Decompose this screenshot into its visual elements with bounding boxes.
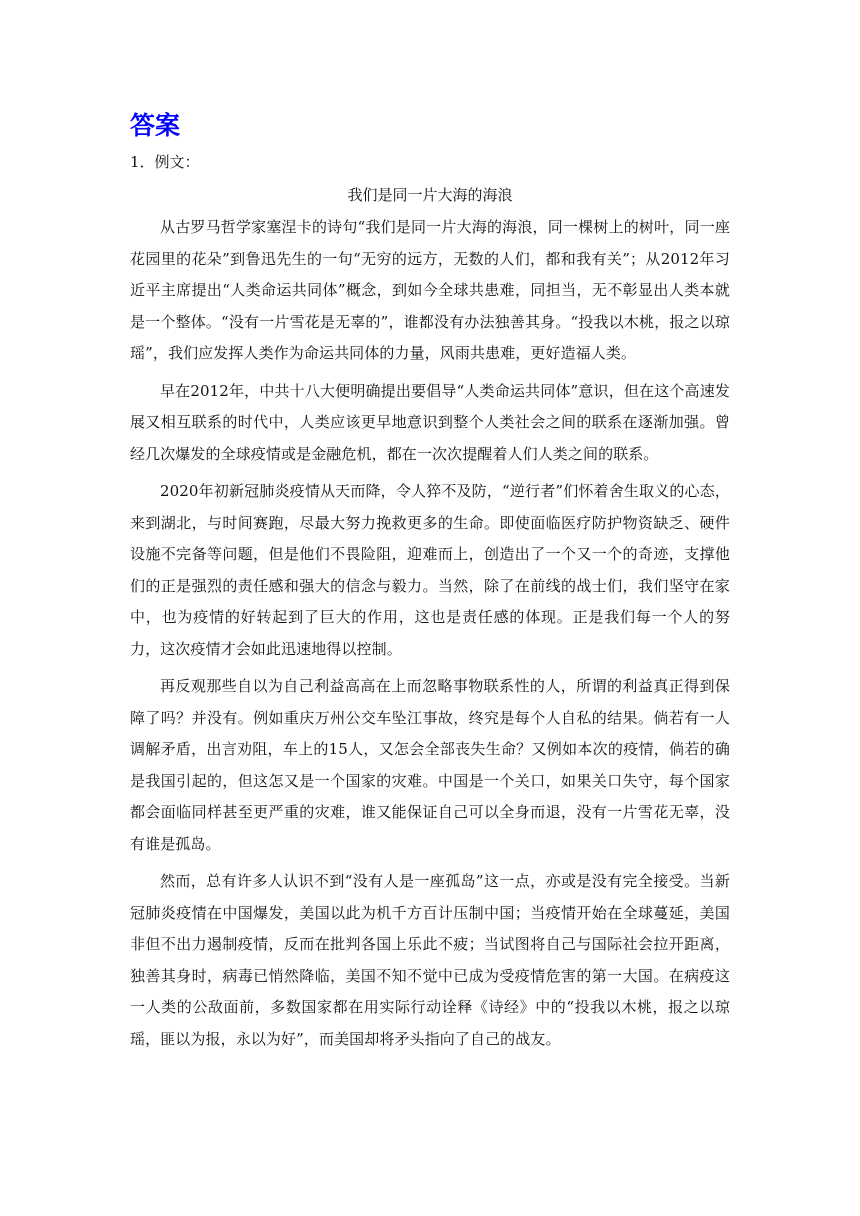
essay-paragraph-5: 然而，总有许多人认识不到“没有人是一座孤岛”这一点，亦或是没有完全接受。当新冠肺炎疫情在中国爆发，美国以此为机千方百计压制中国；当疫情开始在全球蔓延，美国非但不出力遏制疫情，反而在批判各国上乐此不疲；当试图将自己与国际社会拉开距离，独善其身时，病毒已悄然降临，美国不知不觉中已成为受疫情危害的第一大国。在病疫这一人类的公敌面前，多数国家都在用实际行动诠释《诗经》中的“投我以木桃，报之以琼瑶，匪以为报，永以为好”，而美国却将矛头指向了自己的战友。 — [130, 872, 730, 1048]
answer-heading: 答案 — [130, 111, 181, 140]
question-number-label: 1．例文： — [130, 153, 200, 171]
essay-title: 我们是同一片大海的海浪 — [347, 186, 513, 204]
essay-paragraph-2: 早在2012年，中共十八大便明确提出要倡导“人类命运共同体”意识，但在这个高速发展又相互联系的时代中，人类应该更早地意识到整个人类社会之间的联系在逐渐加强。曾经几次爆发的全球疫情或是金融危机，都在一次次提醒着人们人类之间的联系。 — [130, 381, 730, 463]
document-page — [130, 108, 730, 1061]
essay-paragraph-4: 再反观那些自以为自己利益高高在上而忽略事物联系性的人，所谓的利益真正得到保障了吗？并没有。例如重庆万州公交车坠江事故，终究是每个人自私的结果。倘若有一人调解矛盾，出言劝阻，车上的15人，又怎会全部丧失生命？又例如本次的疫情，倘若的确是我国引起的，但这怎又是一个国家的灾难。中国是一个关口，如果关口失守，每个国家都会面临同样甚至更严重的灾难，谁又能保证自己可以全身而退，没有一片雪花无辜，没有谁是孤岛。 — [130, 677, 730, 853]
essay-paragraph-3: 2020年初新冠肺炎疫情从天而降，令人猝不及防，“逆行者”们怀着舍生取义的心态，来到湖北，与时间赛跑，尽最大努力挽救更多的生命。即使面临医疗防护物资缺乏、硬件设施不完备等问题，但是他们不畏险阻，迎难而上，创造出了一个又一个的奇迹，支撑他们的正是强烈的责任感和强大的信念与毅力。当然，除了在前线的战士们，我们坚守在家中，也为疫情的好转起到了巨大的作用，这也是责任感的体现。正是我们每一个人的努力，这次疫情才会如此迅速地得以控制。 — [130, 482, 730, 658]
essay-paragraph-1: 从古罗马哲学家塞涅卡的诗句“我们是同一片大海的海浪，同一棵树上的树叶，同一座花园里的花朵”到鲁迅先生的一句“无穷的远方，无数的人们，都和我有关”；从2012年习近平主席提出“人类命运共同体”概念，到如今全球共患难，同担当，无不彰显出人类本就是一个整体。“没有一片雪花是无辜的”，谁都没有办法独善其身。“投我以木桃，报之以琼瑶”，我们应发挥人类作为命运共同体的力量，风雨共患难，更好造福人类。 — [130, 218, 730, 362]
